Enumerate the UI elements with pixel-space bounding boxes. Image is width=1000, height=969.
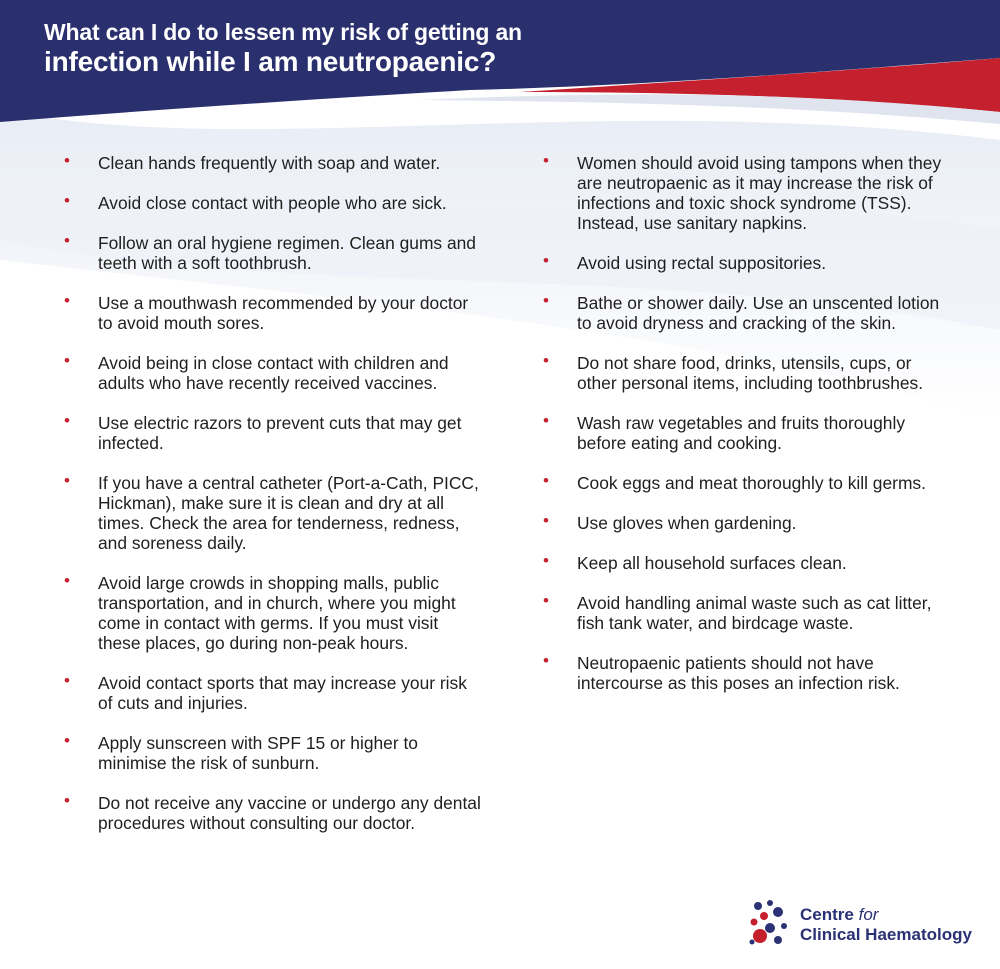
title-line-1: What can I do to lessen my risk of getting an — [44, 19, 522, 45]
list-item — [543, 553, 943, 573]
bullet-icon: • — [64, 231, 70, 250]
list-item-text: Avoid large crowds in shopping malls, public transportation, and in church, where you might come in contact with germs. If you must visit these places, go during non-peak hours. — [98, 573, 456, 653]
list-item-text: Avoid handling animal waste such as cat litter, fish tank water, and birdcage waste. — [577, 593, 932, 633]
list-item — [543, 653, 943, 693]
list-item-text: Avoid contact sports that may increase your risk of cuts and injuries. — [98, 673, 467, 713]
right-column-list — [543, 153, 943, 713]
list-item-text: Use gloves when gardening. — [577, 513, 797, 533]
bullet-icon: • — [64, 671, 70, 690]
bullet-icon: • — [64, 571, 70, 590]
list-item-text: If you have a central catheter (Port-a-Cath, PICC, Hickman), make sure it is clean and dry at all times. Check the area for tenderness, redness, and soreness daily. — [98, 473, 479, 553]
list-item-text: Apply sunscreen with SPF 15 or higher to minimise the risk of sunburn. — [98, 733, 418, 773]
bullet-icon: • — [543, 291, 549, 310]
list-item-text: Avoid being in close contact with children and adults who have recently received vaccines. — [98, 353, 449, 393]
page-title — [44, 20, 522, 77]
list-item-text: Use a mouthwash recommended by your doctor to avoid mouth sores. — [98, 293, 469, 333]
bullet-icon: • — [64, 351, 70, 370]
title-line-2: infection while I am neutropaenic? — [44, 45, 497, 77]
list-item — [64, 673, 484, 713]
list-item-text: Keep all household surfaces clean. — [577, 553, 847, 573]
list-item-text: Follow an oral hygiene regimen. Clean gums and teeth with a soft toothbrush. — [98, 233, 476, 273]
list-item-text: Avoid close contact with people who are sick. — [98, 193, 447, 213]
logo-line-2: Clinical Haematology — [800, 925, 972, 944]
bullet-icon: • — [64, 731, 70, 750]
list-item-text: Do not share food, drinks, utensils, cups, or other personal items, including toothbrushes. — [577, 353, 924, 393]
list-item — [64, 793, 484, 833]
list-item-text: Wash raw vegetables and fruits thoroughly before eating and cooking. — [577, 413, 906, 453]
bullet-icon: • — [64, 291, 70, 310]
list-item — [543, 513, 943, 533]
bullet-icon: • — [543, 591, 549, 610]
list-item — [64, 293, 484, 333]
list-item — [543, 593, 943, 633]
list-item — [64, 573, 484, 653]
list-item — [543, 473, 943, 493]
list-item — [543, 253, 943, 273]
list-item — [64, 733, 484, 773]
bullet-icon: • — [64, 471, 70, 490]
list-item-text: Clean hands frequently with soap and water. — [98, 153, 441, 173]
bullet-icon: • — [543, 551, 549, 570]
centre-logo — [748, 898, 988, 948]
list-item-text: Cook eggs and meat thoroughly to kill germs. — [577, 473, 926, 493]
list-item-text: Neutropaenic patients should not have intercourse as this poses an infection risk. — [577, 653, 900, 693]
bullet-icon: • — [543, 471, 549, 490]
logo-word-centre: Centre — [800, 905, 854, 924]
bullet-icon: • — [543, 151, 549, 170]
list-item-text: Avoid using rectal suppositories. — [577, 253, 827, 273]
list-item — [64, 153, 484, 173]
bullet-icon: • — [543, 251, 549, 270]
list-item — [64, 413, 484, 453]
bullet-icon: • — [543, 351, 549, 370]
logo-line-1 — [800, 905, 878, 925]
bullet-icon: • — [543, 511, 549, 530]
logo-word-for: for — [858, 905, 879, 924]
list-item — [64, 193, 484, 213]
bullet-icon: • — [543, 411, 549, 430]
list-item-text: Bathe or shower daily. Use an unscented lotion to avoid dryness and cracking of the skin. — [577, 293, 940, 333]
bullet-icon: • — [64, 411, 70, 430]
list-item — [64, 473, 484, 553]
cell-cluster-icon — [748, 898, 796, 948]
list-item — [64, 233, 484, 273]
bullet-icon: • — [64, 151, 70, 170]
list-item-text: Do not receive any vaccine or undergo any dental procedures without consulting our doctor. — [98, 793, 481, 833]
list-item — [543, 353, 943, 393]
list-item-text: Use electric razors to prevent cuts that may get infected. — [98, 413, 462, 453]
left-column-list — [64, 153, 484, 853]
list-item — [64, 353, 484, 393]
bullet-icon: • — [64, 191, 70, 210]
list-item — [543, 413, 943, 453]
list-item — [543, 153, 943, 233]
bullet-icon: • — [64, 791, 70, 810]
list-item-text: Women should avoid using tampons when they are neutropaenic as it may increase the risk of infections and toxic shock syndrome (TSS). Instead, use sanitary napkins. — [577, 153, 942, 233]
bullet-icon: • — [543, 651, 549, 670]
list-item — [543, 293, 943, 333]
